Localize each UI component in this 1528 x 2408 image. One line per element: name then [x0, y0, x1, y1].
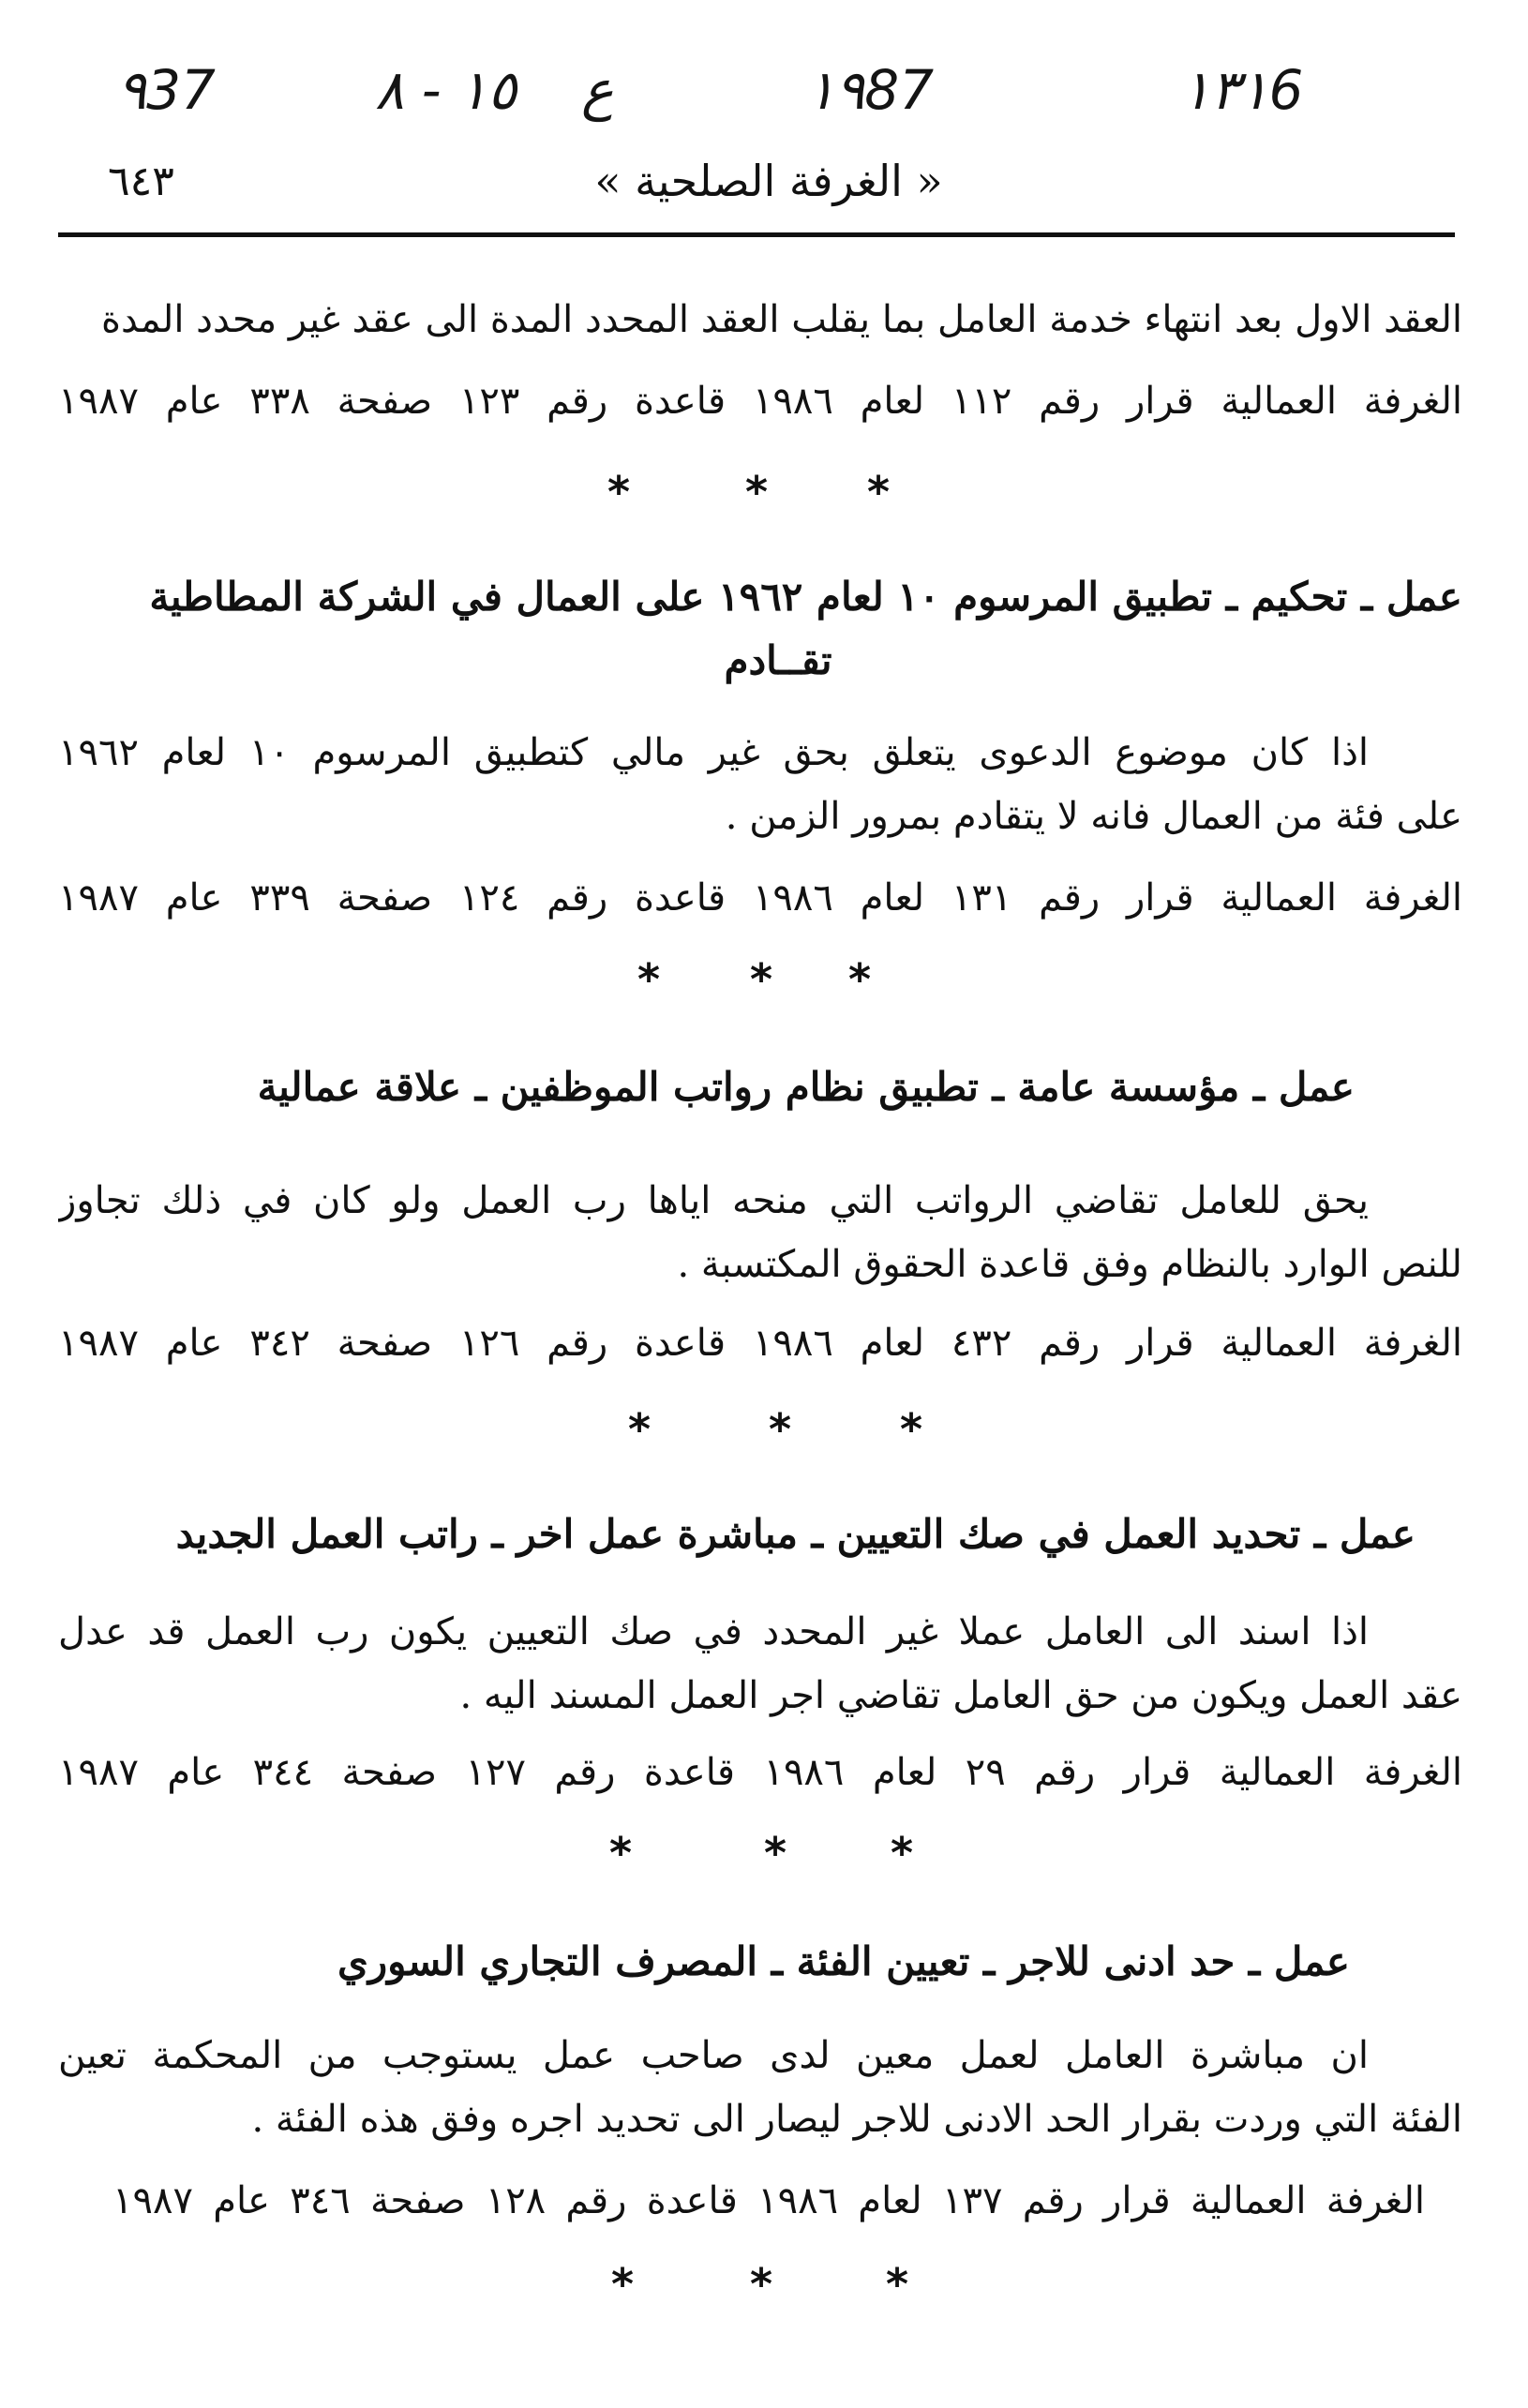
handwritten-note: ١٥ - ٨	[375, 58, 517, 122]
header-rule	[58, 232, 1455, 237]
entry-text-line: للنص الوارد بالنظام وفق قاعدة الحقوق المكتسبة .	[677, 1243, 1462, 1286]
separator-stars	[0, 2261, 1528, 2308]
star-mark: *	[750, 2259, 773, 2310]
page-number: ٦٤٣	[108, 157, 174, 205]
star-mark: *	[745, 467, 769, 517]
entry-text-line: على فئة من العمال فانه لا يتقادم بمرور الزمن .	[725, 795, 1462, 838]
star-mark: *	[750, 954, 773, 1005]
star-mark: *	[607, 467, 631, 517]
entry-text-line: العقد الاول بعد انتهاء خدمة العامل بما يقلب العقد المحدد المدة الى عقد غير محدد المدة	[101, 298, 1462, 341]
handwritten-note: ٩37	[117, 58, 216, 122]
star-mark: *	[637, 954, 661, 1005]
separator-stars	[0, 1406, 1528, 1453]
handwritten-note: ع	[581, 58, 614, 122]
star-mark: *	[611, 2259, 635, 2310]
star-mark: *	[900, 1404, 923, 1455]
entry-citation: الغرفة العمالية قرار رقم ٢٩ لعام ١٩٨٦ قاعدة رقم ١٢٧ صفحة ٣٤٤ عام ١٩٨٧	[58, 1751, 1462, 1794]
entry-text-line: عقد العمل ويكون من حق العامل تقاضي اجر العمل المسند اليه .	[459, 1674, 1462, 1717]
entry-heading: عمل ـ تحكيم ـ تطبيق المرسوم ١٠ لعام ١٩٦٢ على العمال في الشركة المطاطية	[149, 574, 1462, 620]
star-mark: *	[891, 1828, 914, 1878]
entry-heading: تقــادم	[724, 637, 832, 683]
handwritten-note: ١٩87	[806, 58, 935, 122]
entry-citation: الغرفة العمالية قرار رقم ١٣٧ لعام ١٩٨٦ قاعدة رقم ١٢٨ صفحة ٣٤٦ عام ١٩٨٧	[112, 2179, 1425, 2222]
entry-citation: الغرفة العمالية قرار رقم ١١٢ لعام ١٩٨٦ قاعدة رقم ١٢٣ صفحة ٣٣٨ عام ١٩٨٧	[58, 380, 1462, 423]
handwritten-note: ١٣١6	[1181, 58, 1304, 122]
star-mark: *	[848, 954, 872, 1005]
separator-stars	[0, 469, 1528, 516]
separator-stars	[0, 1830, 1528, 1877]
running-title: « الغرفة الصلحية »	[594, 156, 943, 206]
star-mark: *	[769, 1404, 792, 1455]
entry-citation: الغرفة العمالية قرار رقم ٤٣٢ لعام ١٩٨٦ قاعدة رقم ١٢٦ صفحة ٣٤٢ عام ١٩٨٧	[58, 1322, 1462, 1365]
star-mark: *	[867, 467, 891, 517]
entry-citation: الغرفة العمالية قرار رقم ١٣١ لعام ١٩٨٦ قاعدة رقم ١٢٤ صفحة ٣٣٩ عام ١٩٨٧	[58, 876, 1462, 920]
entry-heading: عمل ـ مؤسسة عامة ـ تطبيق نظام رواتب الموظفين ـ علاقة عمالية	[257, 1064, 1355, 1110]
entry-text-line: الفئة التي وردت بقرار الحد الادنى للاجر ليصار الى تحديد اجره وفق هذه الفئة .	[251, 2098, 1462, 2141]
star-mark: *	[764, 1828, 787, 1878]
star-mark: *	[609, 1828, 633, 1878]
entry-heading: عمل ـ تحديد العمل في صك التعيين ـ مباشرة عمل اخر ـ راتب العمل الجديد	[175, 1511, 1416, 1557]
separator-stars	[0, 956, 1528, 1003]
star-mark: *	[886, 2259, 909, 2310]
entry-heading: عمل ـ حد ادنى للاجر ـ تعيين الفئة ـ المصرف التجاري السوري	[337, 1938, 1350, 1984]
star-mark: *	[628, 1404, 652, 1455]
entry-text-line: ان مباشرة العامل لعمل معين لدى صاحب عمل يستوجب من المحكمة تعين	[58, 2034, 1369, 2077]
entry-text-line: اذا اسند الى العامل عملا غير المحدد في صك التعيين يكون رب العمل قد عدل	[58, 1610, 1369, 1653]
entry-text-line: اذا كان موضوع الدعوى يتعلق بحق غير مالي كتطبيق المرسوم ١٠ لعام ١٩٦٢	[58, 731, 1369, 774]
entry-text-line: يحق للعامل تقاضي الرواتب التي منحه اياها رب العمل ولو كان في ذلك تجاوز	[58, 1179, 1369, 1222]
